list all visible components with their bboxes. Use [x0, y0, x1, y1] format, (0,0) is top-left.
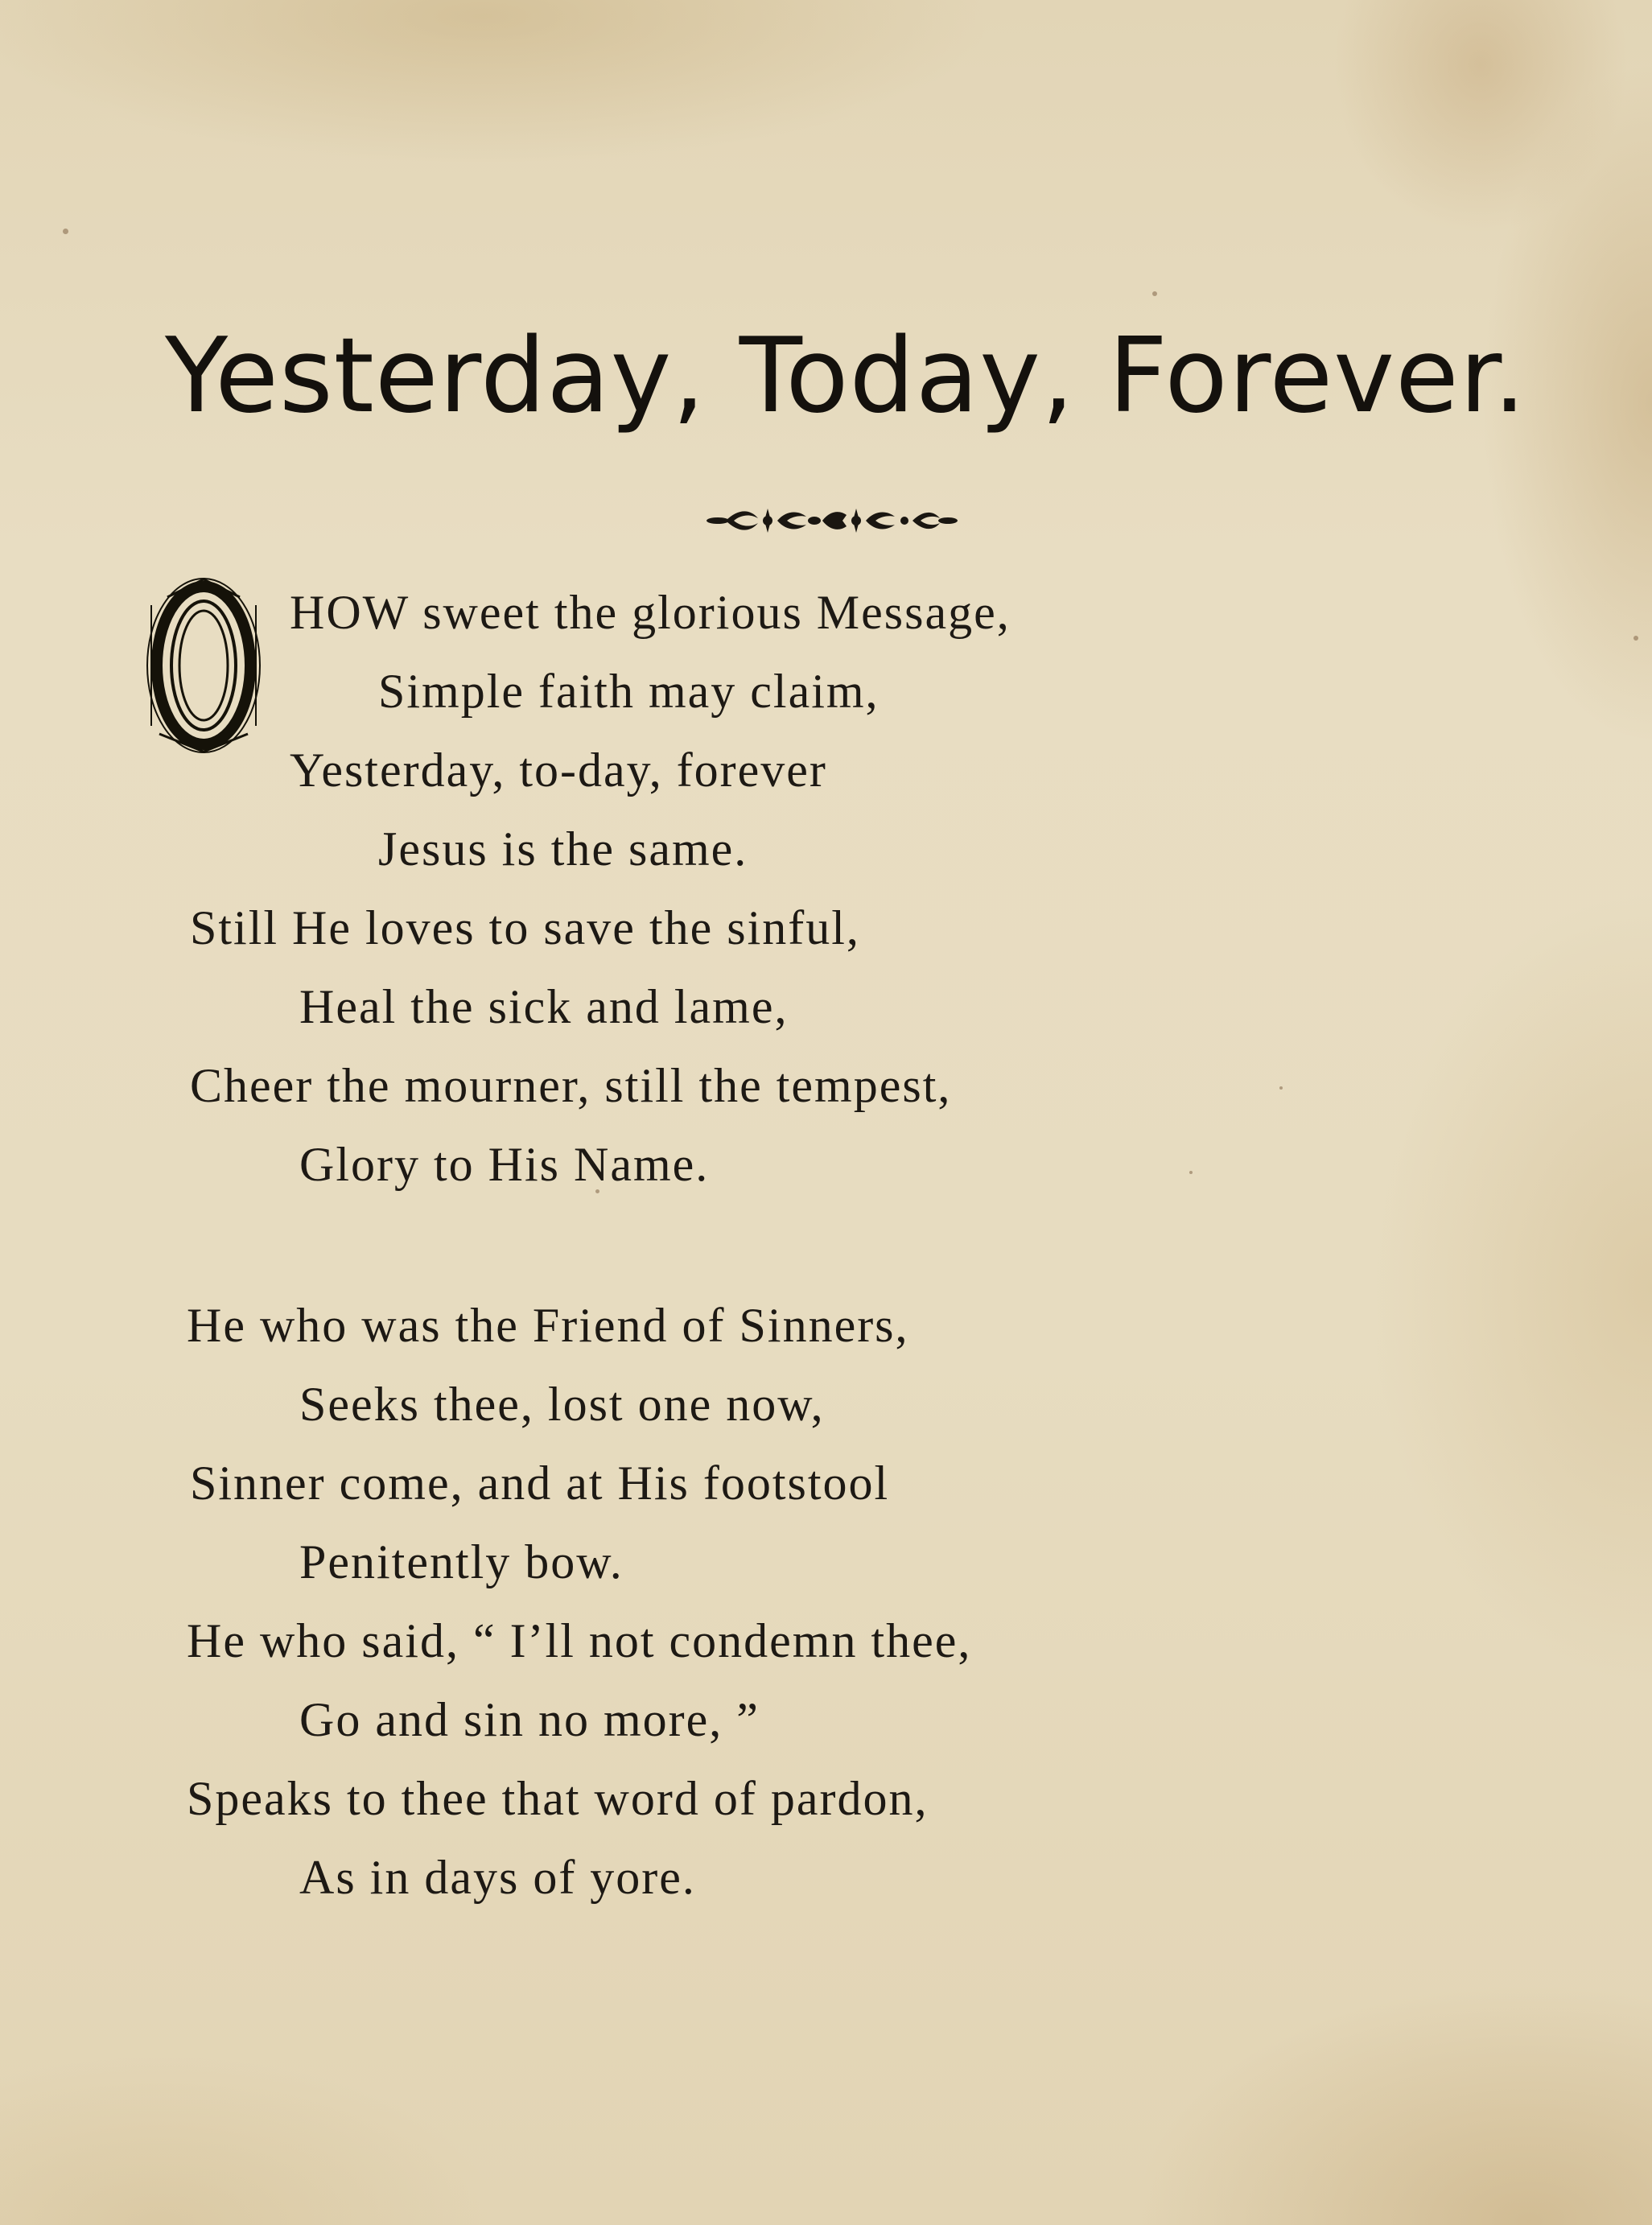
verse-line: Heal the sick and lame,: [299, 980, 789, 1033]
verse-line: Cheer the mourner, still the tempest,: [190, 1059, 952, 1112]
page-title: Yesterday, Today, Forever.: [165, 316, 1527, 436]
verse-line: Penitently bow.: [299, 1535, 624, 1588]
verse-line: Sinner come, and at His footstool: [190, 1457, 890, 1510]
verse-line: Still He loves to save the sinful,: [190, 901, 860, 954]
verse-line: Yesterday, to-day, forever: [290, 744, 827, 797]
paper-speck: [1279, 1086, 1283, 1090]
verse-line: Go and sin no more, ”: [299, 1693, 760, 1746]
verse-line: Glory to His Name.: [299, 1138, 710, 1191]
verse-line: As in days of yore.: [299, 1851, 696, 1904]
paper-speck: [1633, 636, 1638, 641]
drop-cap-o-icon: [135, 573, 272, 758]
fleuron-ornament-icon: [702, 501, 959, 541]
verse-line: Seeks thee, lost one now,: [299, 1378, 825, 1431]
verse-line: He who was the Friend of Sinners,: [187, 1299, 909, 1352]
paper-speck: [63, 229, 68, 234]
paper-speck: [1152, 291, 1157, 296]
verse-line: Simple faith may claim,: [378, 665, 880, 718]
verse-line: Jesus is the same.: [378, 822, 748, 876]
paper-speck: [1189, 1171, 1193, 1174]
verse-line: He who said, “ I’ll not condemn thee,: [187, 1614, 972, 1667]
verse-line: Speaks to thee that word of pardon,: [187, 1772, 929, 1825]
verse-line: HOW sweet the glorious Message,: [290, 586, 1011, 639]
